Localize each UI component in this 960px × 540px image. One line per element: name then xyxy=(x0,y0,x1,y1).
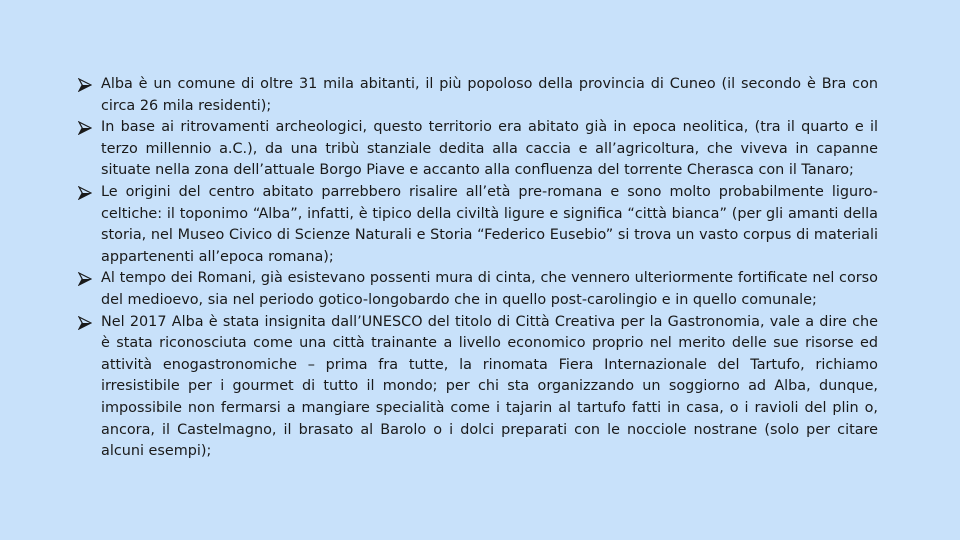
arrowhead-bullet-icon xyxy=(78,182,96,204)
bullet-item xyxy=(78,268,878,311)
bullet-text: Alba è un comune di oltre 31 mila abitanti, il più popoloso della provincia di Cuneo (il secondo è Bra con circa 26 mila residenti); xyxy=(101,76,878,114)
bullet-item xyxy=(78,182,878,268)
arrowhead-bullet-icon xyxy=(78,268,96,290)
bullet-item xyxy=(78,312,878,463)
arrowhead-bullet-icon xyxy=(78,312,96,334)
bullet-item xyxy=(78,117,878,182)
bullet-text: Nel 2017 Alba è stata insignita dall’UNESCO del titolo di Città Creativa per la Gastronomia, vale a dire che è stata riconosciuta come una città trainante a livello economico proprio nel merito delle sue risorse ed attività enogastronomiche – prima fra tutte, la rinomata Fiera Internazionale del Tartufo, richiamo irresistibile per i gourmet di tutto il mondo; per chi sta organizzando un soggiorno ad Alba, dunque, impossibile non fermarsi a mangiare specialità come i tajarin al tartufo fatti in casa, o i ravioli del plin o, ancora, il Castelmagno, il brasato al Barolo o i dolci preparati con le nocciole nostrane (solo per citare alcuni esempi); xyxy=(101,313,878,460)
arrowhead-bullet-icon xyxy=(78,117,96,139)
bullet-text: Al tempo dei Romani, già esistevano possenti mura di cinta, che vennero ulteriormente fortificate nel corso del medioevo, sia nel periodo gotico-longobardo che in quello post-carolingio e in quello comunale; xyxy=(101,270,878,308)
arrowhead-bullet-icon xyxy=(78,74,96,96)
bullet-list xyxy=(78,74,878,463)
bullet-text: Le origini del centro abitato parrebbero risalire all’età pre-romana e sono molto probabilmente liguro-celtiche: il toponimo “Alba”, infatti, è tipico della civiltà ligure e significa “città bianca” (per gli amanti della storia, nel Museo Civico di Scienze Naturali e Storia “Federico Eusebio” si trova un vasto corpus di materiali appartenenti all’epoca romana); xyxy=(101,183,878,265)
bullet-item xyxy=(78,74,878,117)
bullet-text: In base ai ritrovamenti archeologici, questo territorio era abitato già in epoca neolitica, (tra il quarto e il terzo millennio a.C.), da una tribù stanziale dedita alla caccia e all’agricoltura, che viveva in capanne situate nella zona dell’attuale Borgo Piave e accanto alla confluenza del torrente Cherasca con il Tanaro; xyxy=(101,119,878,179)
